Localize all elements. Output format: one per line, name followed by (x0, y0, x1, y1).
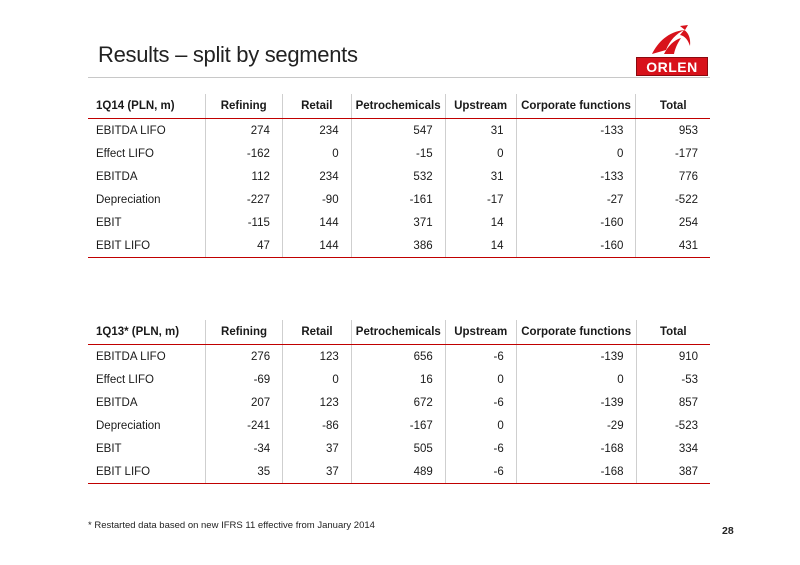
cell-value: -34 (205, 437, 282, 460)
table-row (88, 368, 710, 391)
cell-value: 0 (445, 368, 516, 391)
column-header-corporate-functions: Corporate functions (516, 94, 636, 119)
table-header-row (88, 94, 710, 119)
cell-value: 776 (636, 165, 710, 188)
table-row (88, 460, 710, 484)
cell-value: -15 (351, 142, 445, 165)
cell-value: 234 (282, 165, 351, 188)
cell-value: 857 (636, 391, 710, 414)
cell-value: -161 (351, 188, 445, 211)
cell-value: -17 (445, 188, 516, 211)
cell-value: 547 (351, 119, 445, 143)
results-table-1q14 (88, 94, 710, 258)
cell-value: 386 (351, 234, 445, 258)
column-header-total: Total (636, 94, 710, 119)
page-title: Results – split by segments (98, 42, 358, 67)
cell-value: 14 (445, 234, 516, 258)
cell-value: -6 (445, 437, 516, 460)
cell-value: 0 (282, 142, 351, 165)
cell-value: 31 (445, 165, 516, 188)
cell-value: -133 (516, 165, 636, 188)
cell-value: 47 (205, 234, 282, 258)
cell-value: -133 (516, 119, 636, 143)
cell-value: -162 (205, 142, 282, 165)
row-label: EBITDA LIFO (96, 350, 166, 363)
column-header-refining: Refining (205, 94, 282, 119)
cell-value: -115 (205, 211, 282, 234)
title-divider (88, 77, 710, 78)
cell-value: -167 (351, 414, 445, 437)
cell-value: 0 (516, 142, 636, 165)
cell-value: 31 (445, 119, 516, 143)
cell-value: 37 (283, 437, 352, 460)
cell-value: 276 (205, 345, 282, 369)
cell-value: -523 (636, 414, 710, 437)
column-header-total: Total (636, 320, 710, 345)
footnote: * Restarted data based on new IFRS 11 effective from January 2014 (88, 520, 375, 531)
cell-value: 254 (636, 211, 710, 234)
cell-value: -241 (205, 414, 282, 437)
cell-value: 0 (516, 368, 636, 391)
table-row (88, 234, 710, 258)
row-label: Depreciation (96, 193, 161, 206)
cell-value: 274 (205, 119, 282, 143)
column-header-petrochemicals: Petrochemicals (351, 320, 445, 345)
cell-value: 35 (205, 460, 282, 484)
column-header-refining: Refining (205, 320, 282, 345)
cell-value: 207 (205, 391, 282, 414)
row-label: Effect LIFO (96, 373, 154, 386)
cell-value: -27 (516, 188, 636, 211)
cell-value: -227 (205, 188, 282, 211)
cell-value: -6 (445, 460, 516, 484)
cell-value: 0 (445, 414, 516, 437)
cell-value: 0 (283, 368, 352, 391)
cell-value: 431 (636, 234, 710, 258)
cell-value: -168 (516, 437, 636, 460)
table-row (88, 188, 710, 211)
column-header-petrochemicals: Petrochemicals (351, 94, 445, 119)
cell-value: 0 (445, 142, 516, 165)
cell-value: 489 (351, 460, 445, 484)
orlen-logo (636, 24, 708, 80)
row-label: EBITDA (96, 396, 138, 409)
row-label: EBIT LIFO (88, 460, 205, 484)
results-table-1q13 (88, 320, 710, 484)
cell-value: 234 (282, 119, 351, 143)
table-header-row (88, 320, 710, 345)
cell-value: 123 (283, 391, 352, 414)
table-row (88, 391, 710, 414)
row-label: EBITDA LIFO (96, 124, 166, 137)
cell-value: 144 (282, 234, 351, 258)
table-row (88, 119, 710, 143)
cell-value: -139 (516, 391, 636, 414)
cell-value: 37 (283, 460, 352, 484)
cell-value: -53 (636, 368, 710, 391)
cell-value: 334 (636, 437, 710, 460)
cell-value: -139 (516, 345, 636, 369)
column-header-corporate-functions: Corporate functions (516, 320, 636, 345)
cell-value: 144 (282, 211, 351, 234)
cell-value: 910 (636, 345, 710, 369)
table-row (88, 211, 710, 234)
column-header-retail: Retail (282, 94, 351, 119)
cell-value: -160 (516, 234, 636, 258)
eagle-icon (650, 24, 694, 56)
cell-value: -6 (445, 345, 516, 369)
table-header-period: 1Q13* (PLN, m) (88, 320, 205, 345)
cell-value: -177 (636, 142, 710, 165)
cell-value: -86 (283, 414, 352, 437)
cell-value: 672 (351, 391, 445, 414)
table-header-period: 1Q14 (PLN, m) (88, 94, 205, 119)
cell-value: -90 (282, 188, 351, 211)
cell-value: -160 (516, 211, 636, 234)
row-label: Effect LIFO (96, 147, 154, 160)
table-row (88, 165, 710, 188)
column-header-retail: Retail (283, 320, 352, 345)
cell-value: 505 (351, 437, 445, 460)
cell-value: 112 (205, 165, 282, 188)
column-header-upstream: Upstream (445, 320, 516, 345)
cell-value: -6 (445, 391, 516, 414)
cell-value: -168 (516, 460, 636, 484)
table-row (88, 437, 710, 460)
table-row (88, 414, 710, 437)
row-label: Depreciation (96, 419, 161, 432)
cell-value: -29 (516, 414, 636, 437)
cell-value: -522 (636, 188, 710, 211)
cell-value: 387 (636, 460, 710, 484)
cell-value: 16 (351, 368, 445, 391)
row-label: EBIT (96, 442, 122, 455)
row-label: EBITDA (96, 170, 138, 183)
cell-value: 656 (351, 345, 445, 369)
row-label: EBIT (96, 216, 122, 229)
table-row (88, 345, 710, 369)
cell-value: 953 (636, 119, 710, 143)
row-label: EBIT LIFO (88, 234, 205, 258)
cell-value: 371 (351, 211, 445, 234)
logo-wordmark: ORLEN (636, 57, 708, 76)
cell-value: 123 (283, 345, 352, 369)
cell-value: -69 (205, 368, 282, 391)
cell-value: 14 (445, 211, 516, 234)
cell-value: 532 (351, 165, 445, 188)
column-header-upstream: Upstream (445, 94, 516, 119)
table-row (88, 142, 710, 165)
page-number: 28 (722, 525, 734, 537)
